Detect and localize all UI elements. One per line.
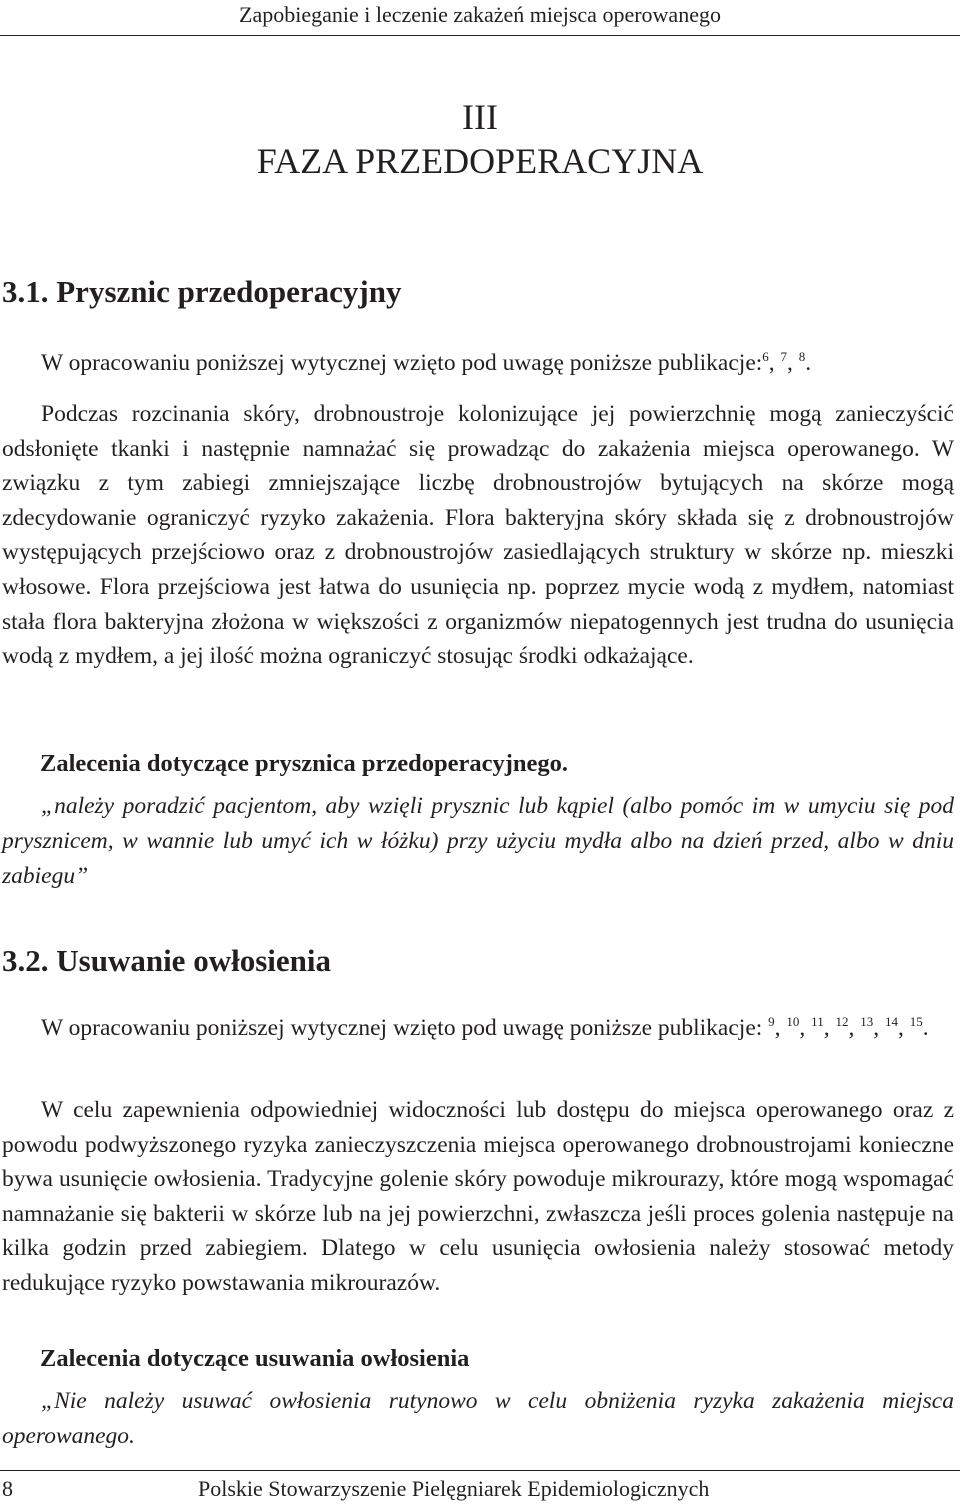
section-3-2-body: W celu zapewnienia odpowiedniej widoczności lub dostępu do miejsca operowanego oraz z powodu podwyższonego ryzyka zanieczyszczenia miejsca operowanego drobnoustrojami konieczne bywa usunięcie owłosienia. Tradycyjne golenie skóry powoduje mikrourazy, które mogą wspomagać namnażanie się bakterii w skórze lub na jej powierzchni, zwłaszcza jeśli proces golenia następuje na kilka godzin przed zabiegiem. Dlatego w celu usunięcia owłosienia należy stosować metody redukujące ryzyko powstawania mikrourazów. [2,1097,954,1296]
reference-13: 13 [860,1014,874,1030]
chapter-heading [0,95,960,183]
running-header: Zapobieganie i leczenie zakażeń miejsca operowanego [239,2,721,27]
reference-12: 12 [835,1014,849,1030]
reference-9: 9 [768,1014,775,1030]
reference-7: 7 [780,349,788,365]
intro-text: W opracowaniu poniższej wytycznej wzięto pod uwagę poniższe publikacje: [41,350,763,376]
section-heading-3-2: 3.2. Usuwanie owłosienia [2,943,331,978]
footer-publisher: Polskie Stowarzyszenie Pielęgniarek Epidemiologicznych [198,1476,710,1501]
reference-6: 6 [762,349,769,365]
reference-11: 11 [811,1014,824,1030]
section-heading-3-1: 3.1. Prysznic przedoperacyjny [2,274,402,309]
intro-text: W opracowaniu poniższej wytycznej wzięto pod uwagę poniższe publikacje: [41,1015,763,1041]
reference-15: 15 [909,1014,923,1030]
reference-10: 10 [786,1014,800,1030]
chapter-title: FAZA PRZEDOPERACYJNA [256,141,704,181]
reference-14: 14 [884,1014,898,1030]
reference-8: 8 [798,349,806,365]
recommendation-title-3-1: Zalecenia dotyczące prysznica przedoperacyjnego. [40,750,568,777]
header-rule [0,35,960,36]
chapter-number: III [462,97,498,137]
section-3-1-intro: W opracowaniu poniższej wytycznej wzięto pod uwagę poniższe publikacje:$^6$, $^7$, $^8$. [41,349,812,376]
page-number: 8 [2,1476,13,1501]
recommendation-title-3-2: Zalecenia dotyczące usuwania owłosienia [40,1345,470,1372]
footer-rule [0,1470,960,1471]
recommendation-quote-3-2: „Nie należy usuwać owłosienia rutynowo w celu obniżenia ryzyka zakażenia miejsca operowanego. [2,1388,954,1449]
recommendation-quote-3-1: „należy poradzić pacjentom, aby wzięli prysznic lub kąpiel (albo pomóc im w umyciu się pod prysznicem, w wannie lub umyć ich w łóżku) przy użyciu mydła albo na dzień przed, albo w dniu zabiegu” [2,793,954,889]
section-3-1-body: Podczas rozcinania skóry, drobnoustroje kolonizujące jej powierzchnię mogą zanieczyścić odsłonięte tkanki i następnie namnażać się prowadząc do zakażenia miejsca operowanego. W związku z tym zabiegi zmniejszające liczbę drobnoustrojów bytujących na skórze mogą zdecydowanie ograniczyć ryzyko zakażenia. Flora bakteryjna skóry składa się z drobnoustrojów występujących przejściowo oraz z drobnoustrojów zasiedlających struktury w skórze np. mieszki włosowe. Flora przejściowa jest łatwa do usunięcia np. poprzez mycie wodą z mydłem, natomiast stała flora bakteryjna złożona w większości z organizmów niepatogennych jest trudna do usunięcia wodą z mydłem, a jej ilość można ograniczyć stosując środki odkażające. [2,401,954,670]
section-3-2-intro: W opracowaniu poniższej wytycznej wzięto pod uwagę poniższe publikacje: $^9$, $^{10}$, $^{11}$, $^{12}$, $^{13}$, $^{14}$, $^{15}$. [41,1014,929,1041]
